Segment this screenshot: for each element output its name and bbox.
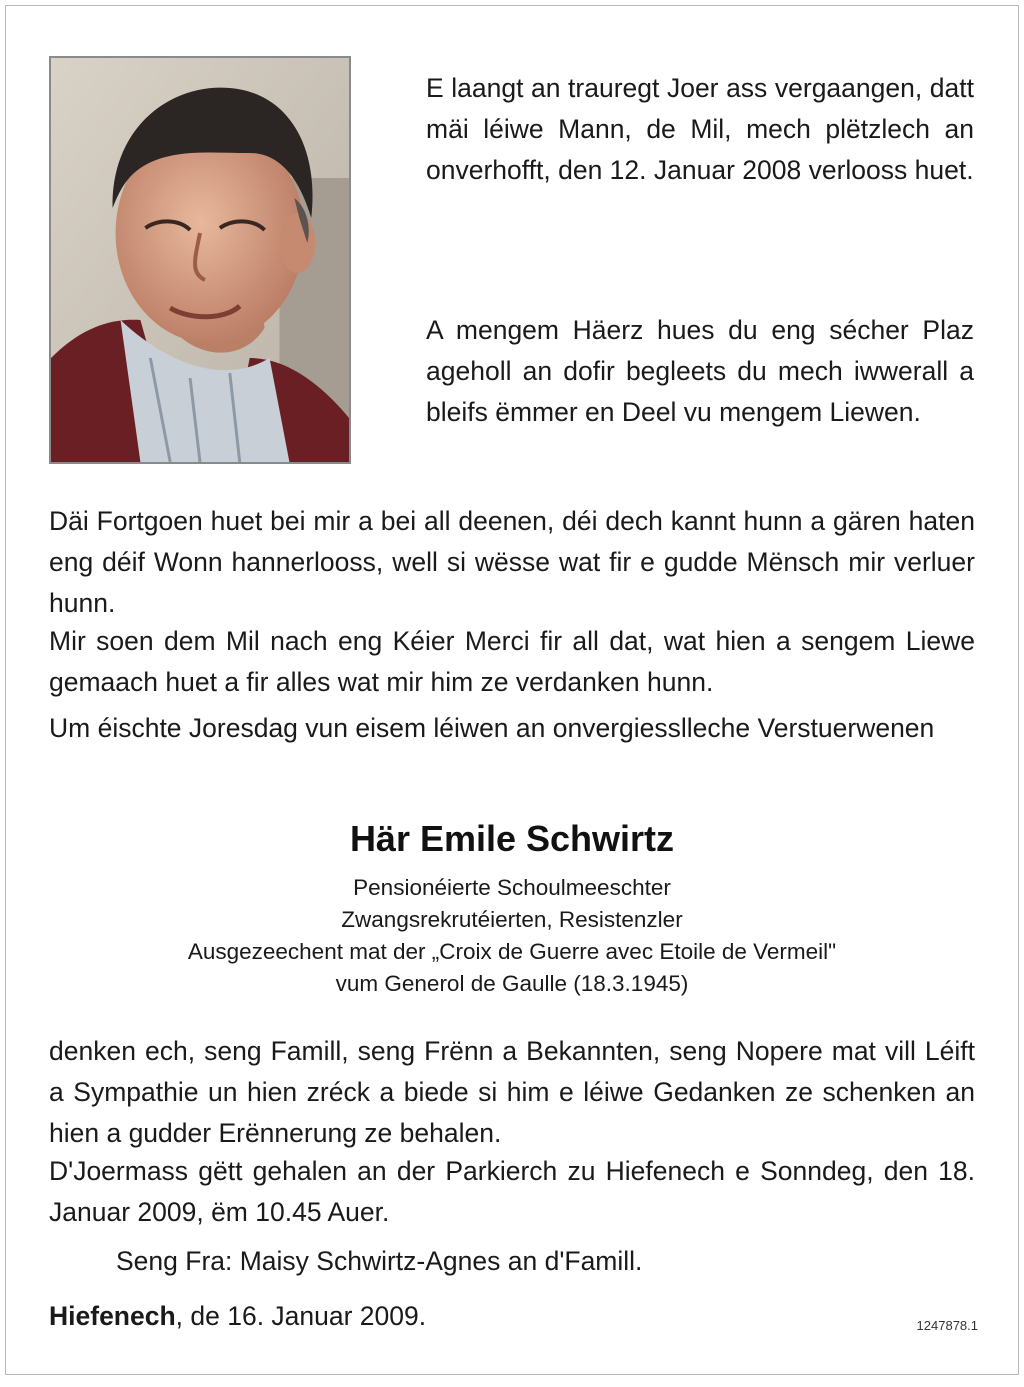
title-line-2: Zwangsrekrutéierten, Resistenzler	[341, 907, 683, 932]
place: Hiefenech	[49, 1301, 176, 1331]
portrait-image	[51, 58, 349, 462]
body-paragraph-3: Um éischte Joresdag vun eisem léiwen an onvergiesslleche Verstuerwenen	[49, 713, 935, 743]
date: , de 16. Januar 2009.	[175, 1301, 427, 1331]
deceased-titles	[6, 872, 1018, 1000]
portrait-photo	[49, 56, 351, 464]
title-line-3: Ausgezeechent mat der „Croix de Guerre avec Etoile de Vermeil"	[187, 939, 837, 964]
title-line-1: Pensionéierte Schoulmeeschter	[353, 875, 671, 900]
intro-paragraph-1: E laangt an trauregt Joer ass vergaangen, datt mäi léiwe Mann, de Mil, mech plëtzlech an onverhofft, den 12. Januar 2008 verlooss huet.	[426, 73, 974, 185]
body-paragraph-1: Däi Fortgoen huet bei mir a bei all deenen, déi dech kannt hunn a gären haten eng déif Wonn hannerlooss, well si wësse wat fir e gudde Mënsch mir verluer hunn.	[49, 506, 975, 618]
body-paragraph-2: Mir soen dem Mil nach eng Kéier Merci fir all dat, wat hien a sengem Liewe gemaach huet a fir alles wat mir him ze verdanken hunn.	[49, 626, 975, 697]
place-and-date	[49, 1296, 426, 1337]
obituary-notice	[5, 5, 1019, 1375]
reference-number: 1247878.1	[916, 1318, 978, 1333]
intro-paragraph-2: A mengem Häerz hues du eng sécher Plaz ageholl an dofir begleets du mech iwwerall a bleifs ëmmer en Deel vu mengem Liewen.	[426, 315, 974, 427]
deceased-name: Här Emile Schwirtz	[349, 818, 675, 859]
title-line-4: vum Generol de Gaulle (18.3.1945)	[335, 971, 689, 996]
signature: Seng Fra: Maisy Schwirtz-Agnes an d'Famill.	[116, 1246, 643, 1276]
closing-paragraph-2: D'Joermass gëtt gehalen an der Parkierch zu Hiefenech e Sonndeg, den 18. Januar 2009, ëm 10.45 Auer.	[49, 1156, 975, 1227]
closing-paragraph-1: denken ech, seng Famill, seng Frënn a Bekannten, seng Nopere mat vill Léift a Sympathie un hien zréck a biede si him e léiwe Gedanken ze schenken an hien a gudder Erënnerung ze behalen.	[49, 1036, 975, 1148]
